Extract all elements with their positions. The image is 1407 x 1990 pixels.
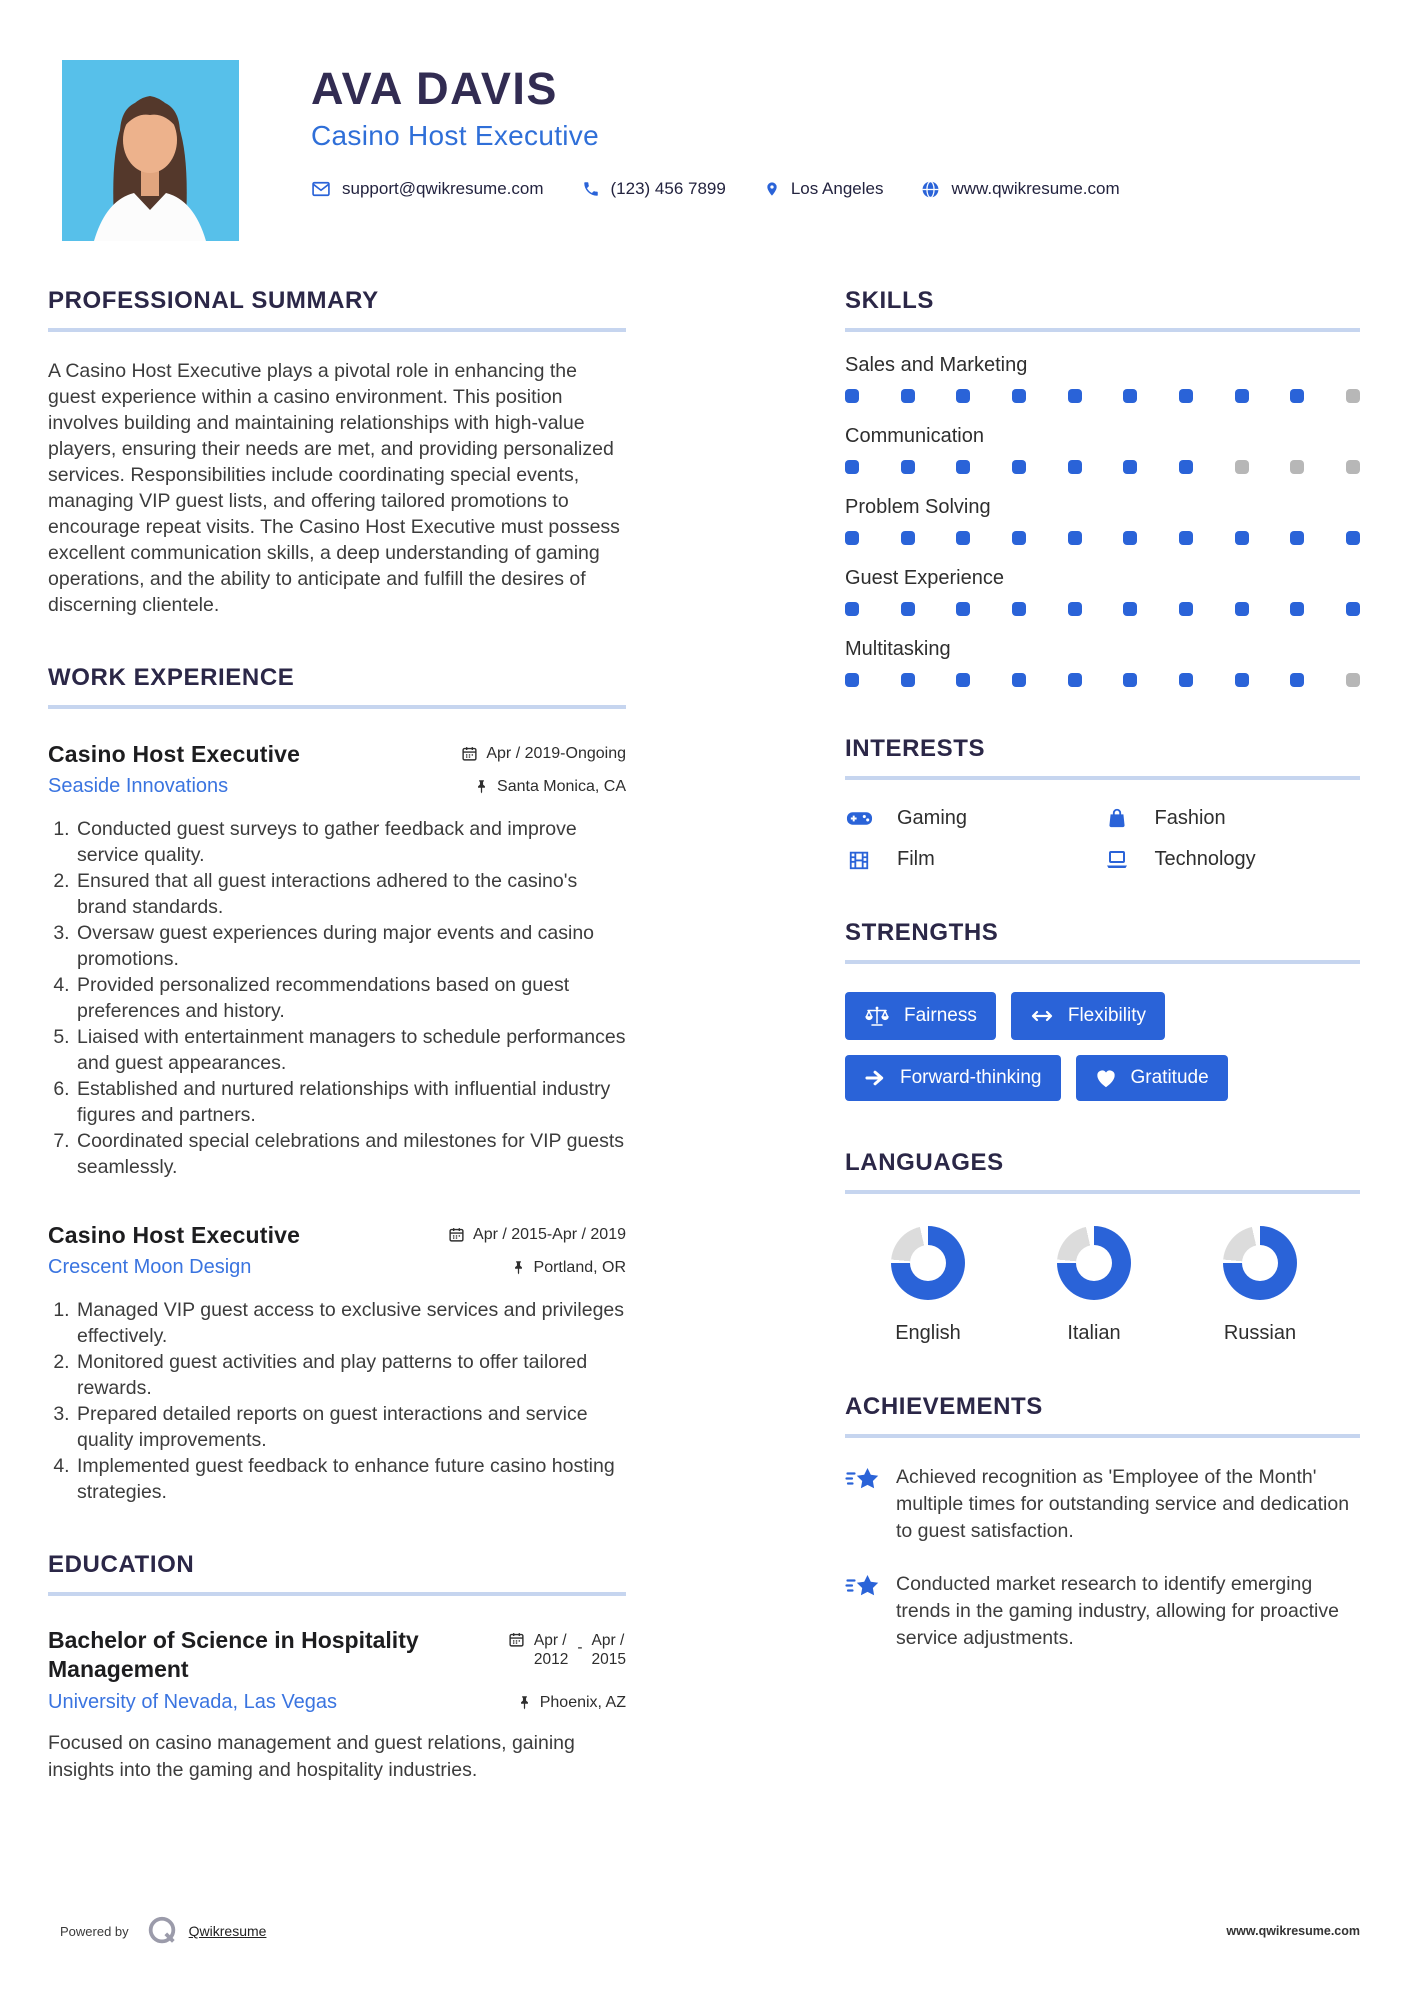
calendar-icon: [461, 745, 478, 762]
skill-dot-empty: [1290, 460, 1304, 474]
strengths-list: [845, 992, 1325, 1101]
laptop-icon: [1105, 850, 1129, 870]
summary-heading: PROFESSIONAL SUMMARY: [48, 287, 379, 314]
star-icon: [845, 1573, 881, 1603]
strength-badge: [1011, 992, 1165, 1040]
strength-badge: [1076, 1055, 1228, 1101]
skill-label: Multitasking: [845, 638, 951, 660]
section-interests: [845, 735, 1360, 871]
strength-label: Fairness: [904, 1005, 977, 1026]
calendar-icon: [508, 1631, 525, 1648]
skill-dot-filled: [901, 673, 915, 687]
interest-item: [1103, 848, 1361, 871]
pushpin-icon: [474, 779, 489, 794]
job-dates: [448, 1226, 626, 1244]
job-dates-text: Apr / 2015-Apr / 2019: [473, 1225, 626, 1243]
envelope-icon: [311, 179, 331, 199]
skill-dot-filled: [845, 602, 859, 616]
shopping-bag-icon: [1106, 806, 1128, 830]
section-summary: [48, 287, 626, 618]
education-heading: EDUCATION: [48, 1551, 195, 1578]
interest-item: [845, 806, 1103, 830]
skill-dot-filled: [1012, 602, 1026, 616]
skill-dot-filled: [1012, 460, 1026, 474]
company-link[interactable]: Crescent Moon Design: [48, 1256, 252, 1278]
education-dates: [508, 1631, 626, 1669]
q-logo-icon: [145, 1914, 179, 1948]
skill-dot-filled: [956, 673, 970, 687]
job-bullet: 5. Liaised with entertainment managers to schedule performances and guest appearances.: [75, 1024, 626, 1076]
school-link[interactable]: University of Nevada, Las Vegas: [48, 1691, 338, 1713]
education-date-from: [534, 1631, 568, 1669]
achievements-list: [845, 1464, 1360, 1652]
skill-label: Problem Solving: [845, 496, 991, 518]
job-title-row: [48, 1222, 626, 1249]
job-bullet: 2. Ensured that all guest interactions adhered to the casino's brand standards.: [75, 868, 626, 920]
skill-row: [845, 496, 1360, 545]
section-achievements: [845, 1393, 1360, 1652]
job-entry: [48, 741, 626, 1180]
contact-location: [764, 179, 884, 199]
job-bullet: 4. Implemented guest feedback to enhance future casino hosting strategies.: [75, 1453, 626, 1505]
scales-icon: [864, 1004, 890, 1028]
language-donut-chart: [1057, 1226, 1131, 1300]
job-bullet: 2. Monitored guest activities and play patterns to offer tailored rewards.: [75, 1349, 626, 1401]
job-bullet: 3. Prepared detailed reports on guest interactions and service quality improvements.: [75, 1401, 626, 1453]
summary-text: A Casino Host Executive plays a pivotal role in enhancing the guest experience within a casino environment. This position involves building and maintaining relationships with high-value players, ensuring their needs are met, and providing personalized services. Responsibilities include coordinating special events, managing VIP guest lists, and offering tailored promotions to encourage repeat visits. The Casino Host Executive must possess excellent communication skills, a deep understanding of gaming operations, and the ability to anticipate and fulfill the desires of discerning clientele.: [48, 360, 620, 616]
languages-heading: LANGUAGES: [845, 1149, 1004, 1176]
job-location: [474, 778, 626, 796]
job-bullet: 6. Established and nurtured relationships with influential industry figures and partners.: [75, 1076, 626, 1128]
skill-dot-filled: [1068, 673, 1082, 687]
skill-dot-empty: [1346, 460, 1360, 474]
strength-badge: [845, 992, 996, 1040]
skill-dot-filled: [1290, 602, 1304, 616]
skill-dot-filled: [845, 460, 859, 474]
jobs: [48, 741, 626, 1505]
footer: [0, 1914, 1407, 1948]
profile-photo: [62, 60, 239, 241]
strength-label: Flexibility: [1067, 1005, 1146, 1026]
star-icon: [845, 1466, 881, 1496]
job-bullet: 1. Managed VIP guest access to exclusive services and privileges effectively.: [75, 1297, 626, 1349]
interest-label: Technology: [1154, 848, 1256, 870]
job-company-row: [48, 775, 626, 798]
skill-dot-filled: [1290, 673, 1304, 687]
skill-dot-filled: [901, 531, 915, 545]
globe-icon: [921, 180, 940, 199]
skill-dot-filled: [1179, 531, 1193, 545]
pushpin-icon: [511, 1260, 526, 1275]
skill-label: Sales and Marketing: [845, 354, 1028, 376]
skill-dot-filled: [1012, 673, 1026, 687]
section-divider: [48, 705, 626, 709]
interest-label: Fashion: [1154, 806, 1226, 829]
section-divider: [845, 960, 1360, 964]
skill-dot-filled: [1123, 602, 1137, 616]
education-description: Focused on casino management and guest relations, gaining insights into the gaming and hospitality industries.: [48, 1732, 575, 1781]
skill-dot-filled: [1123, 531, 1137, 545]
job-dates: [461, 745, 626, 763]
strength-badge: [845, 1055, 1061, 1101]
skill-dot-filled: [956, 389, 970, 403]
skill-row: [845, 638, 1360, 687]
job-bullet: 1. Conducted guest surveys to gather feedback and improve service quality.: [75, 816, 626, 868]
interests-grid: [845, 806, 1360, 871]
skill-dots: [845, 460, 1360, 474]
skill-dots: [845, 602, 1360, 616]
job-bullet: 4. Provided personalized recommendations based on guest preferences and history.: [75, 972, 626, 1024]
section-skills: [845, 287, 1360, 687]
skills-heading: SKILLS: [845, 287, 934, 314]
language-item: [1011, 1226, 1177, 1345]
language-donut-chart: [1223, 1226, 1297, 1300]
main-content: [0, 241, 1407, 1784]
education-school-row: [48, 1691, 626, 1714]
skill-dot-filled: [1068, 531, 1082, 545]
contact-website[interactable]: [921, 179, 1119, 199]
contact-phone-text: (123) 456 7899: [610, 179, 726, 199]
location-pin-icon: [764, 179, 780, 199]
profile-photo-image: [62, 60, 239, 241]
education-title-row: [48, 1626, 626, 1684]
achievement-text: Conducted market research to identify emerging trends in the gaming industry, allowing for proactive service adjustments.: [896, 1573, 1339, 1649]
job-location-text: Santa Monica, CA: [497, 777, 626, 795]
skill-dot-filled: [1235, 673, 1249, 687]
skill-dot-filled: [1290, 389, 1304, 403]
film-icon: [848, 849, 870, 871]
company-link[interactable]: Seaside Innovations: [48, 775, 229, 797]
skill-dot-filled: [956, 460, 970, 474]
degree-title: Bachelor of Science in Hospitality Management: [48, 1627, 419, 1682]
section-work-experience: [48, 664, 626, 1505]
section-divider: [845, 1190, 1360, 1194]
achievement-item: [845, 1464, 1360, 1545]
job-bullet: 3. Oversaw guest experiences during major events and casino promotions.: [75, 920, 626, 972]
job-role-title: Casino Host Executive: [311, 120, 599, 152]
skill-dots: [845, 531, 1360, 545]
skill-dot-empty: [1346, 673, 1360, 687]
date-to-line2: 2015: [591, 1651, 626, 1668]
person-name: AVA DAVIS: [311, 63, 558, 114]
language-label: Italian: [1067, 1322, 1121, 1344]
skill-dot-filled: [956, 602, 970, 616]
skill-dot-filled: [1346, 602, 1360, 616]
job-bullet: 7. Coordinated special celebrations and milestones for VIP guests seamlessly.: [75, 1128, 626, 1180]
powered-by-label: Powered by: [60, 1923, 129, 1939]
job-title: Casino Host Executive: [48, 1222, 301, 1248]
footer-website[interactable]: www.qwikresume.com: [1226, 1924, 1360, 1938]
skill-dot-filled: [1012, 531, 1026, 545]
skill-dot-filled: [1179, 389, 1193, 403]
language-item: [845, 1226, 1011, 1345]
skill-dot-filled: [1123, 460, 1137, 474]
skill-dot-filled: [901, 602, 915, 616]
section-divider: [845, 1434, 1360, 1438]
section-divider: [845, 776, 1360, 780]
skill-dot-filled: [1179, 460, 1193, 474]
language-label: English: [895, 1322, 961, 1344]
language-item: [1177, 1226, 1343, 1345]
section-education: [48, 1551, 626, 1784]
skill-dot-filled: [956, 531, 970, 545]
qwikresume-logo-icon: [145, 1914, 179, 1948]
skill-dot-empty: [1235, 460, 1249, 474]
skill-label: Communication: [845, 425, 984, 447]
job-title: Casino Host Executive: [48, 741, 301, 767]
interest-item: [845, 848, 1103, 871]
skill-dot-filled: [901, 389, 915, 403]
left-right-arrow-icon: [1030, 1008, 1054, 1024]
job-dates-text: Apr / 2019-Ongoing: [486, 744, 626, 762]
interest-label: Gaming: [897, 806, 968, 829]
contact-location-text: Los Angeles: [790, 179, 884, 199]
interests-heading: INTERESTS: [845, 735, 986, 762]
skill-dot-filled: [1068, 602, 1082, 616]
skill-dot-empty: [1346, 389, 1360, 403]
strength-label: Gratitude: [1130, 1067, 1209, 1088]
achievements-heading: ACHIEVEMENTS: [845, 1393, 1043, 1420]
skill-row: [845, 425, 1360, 474]
contact-email[interactable]: [311, 179, 544, 199]
skill-row: [845, 567, 1360, 616]
contact-row: [311, 179, 1120, 199]
achievement-item: [845, 1571, 1360, 1652]
heart-icon: [1095, 1068, 1117, 1088]
date-to-line1: Apr /: [591, 1632, 625, 1649]
skill-dot-filled: [901, 460, 915, 474]
skill-dot-filled: [1068, 460, 1082, 474]
identity: [311, 60, 1120, 241]
education-location-text: Phoenix, AZ: [539, 1693, 626, 1711]
skill-dot-filled: [1290, 531, 1304, 545]
job-location-text: Portland, OR: [533, 1258, 626, 1276]
qwikresume-link[interactable]: Qwikresume: [188, 1923, 267, 1939]
skill-dot-filled: [1123, 673, 1137, 687]
language-donut-chart: [891, 1226, 965, 1300]
skill-dot-filled: [1123, 389, 1137, 403]
calendar-icon: [448, 1226, 465, 1243]
section-divider: [845, 328, 1360, 332]
section-divider: [48, 1592, 626, 1596]
phone-icon: [582, 180, 600, 198]
achievement-text: Achieved recognition as 'Employee of the Month' multiple times for outstanding service and dedication to guest satisfaction.: [896, 1466, 1350, 1542]
skill-dot-filled: [845, 389, 859, 403]
skill-dot-filled: [1179, 602, 1193, 616]
right-column: [845, 287, 1360, 1652]
job-company-row: [48, 1256, 626, 1279]
job-bullets: [48, 1297, 626, 1505]
right-arrow-icon: [864, 1069, 886, 1087]
skill-dot-filled: [1235, 531, 1249, 545]
gamepad-icon: [846, 808, 873, 828]
left-column: [48, 287, 626, 1784]
language-label: Russian: [1223, 1322, 1297, 1344]
contact-email-text: support@qwikresume.com: [342, 179, 544, 199]
strengths-heading: STRENGTHS: [845, 919, 999, 946]
skill-dots: [845, 673, 1360, 687]
contact-website-text: www.qwikresume.com: [951, 179, 1120, 199]
skill-dot-filled: [1346, 531, 1360, 545]
skill-dot-filled: [1179, 673, 1193, 687]
interest-label: Film: [897, 848, 935, 870]
contact-phone: [582, 179, 726, 199]
education-date-to: [592, 1631, 626, 1669]
education-entry: [48, 1626, 626, 1784]
skill-dot-filled: [1068, 389, 1082, 403]
skill-dot-filled: [1012, 389, 1026, 403]
date-from-line2: 2012: [533, 1651, 569, 1668]
job-location: [511, 1259, 626, 1277]
skill-dots: [845, 389, 1360, 403]
strength-label: Forward-thinking: [900, 1067, 1042, 1088]
section-divider: [48, 328, 626, 332]
job-entry: [48, 1222, 626, 1505]
interest-item: [1103, 806, 1361, 830]
skills-list: [845, 354, 1360, 687]
languages-list: [845, 1226, 1360, 1345]
pushpin-icon: [517, 1695, 532, 1710]
job-title-row: [48, 741, 626, 768]
section-languages: [845, 1149, 1360, 1345]
education-location: [517, 1694, 626, 1712]
header: [0, 0, 1407, 241]
skill-label: Guest Experience: [845, 567, 1004, 589]
section-strengths: [845, 919, 1360, 1101]
skill-dot-filled: [1235, 602, 1249, 616]
skill-dot-filled: [845, 531, 859, 545]
skill-dot-filled: [1235, 389, 1249, 403]
date-from-line1: Apr /: [533, 1632, 567, 1649]
job-bullets: [48, 816, 626, 1180]
work-heading: WORK EXPERIENCE: [48, 664, 295, 691]
skill-dot-filled: [845, 673, 859, 687]
date-separator: -: [577, 1639, 583, 1656]
skill-row: [845, 354, 1360, 403]
